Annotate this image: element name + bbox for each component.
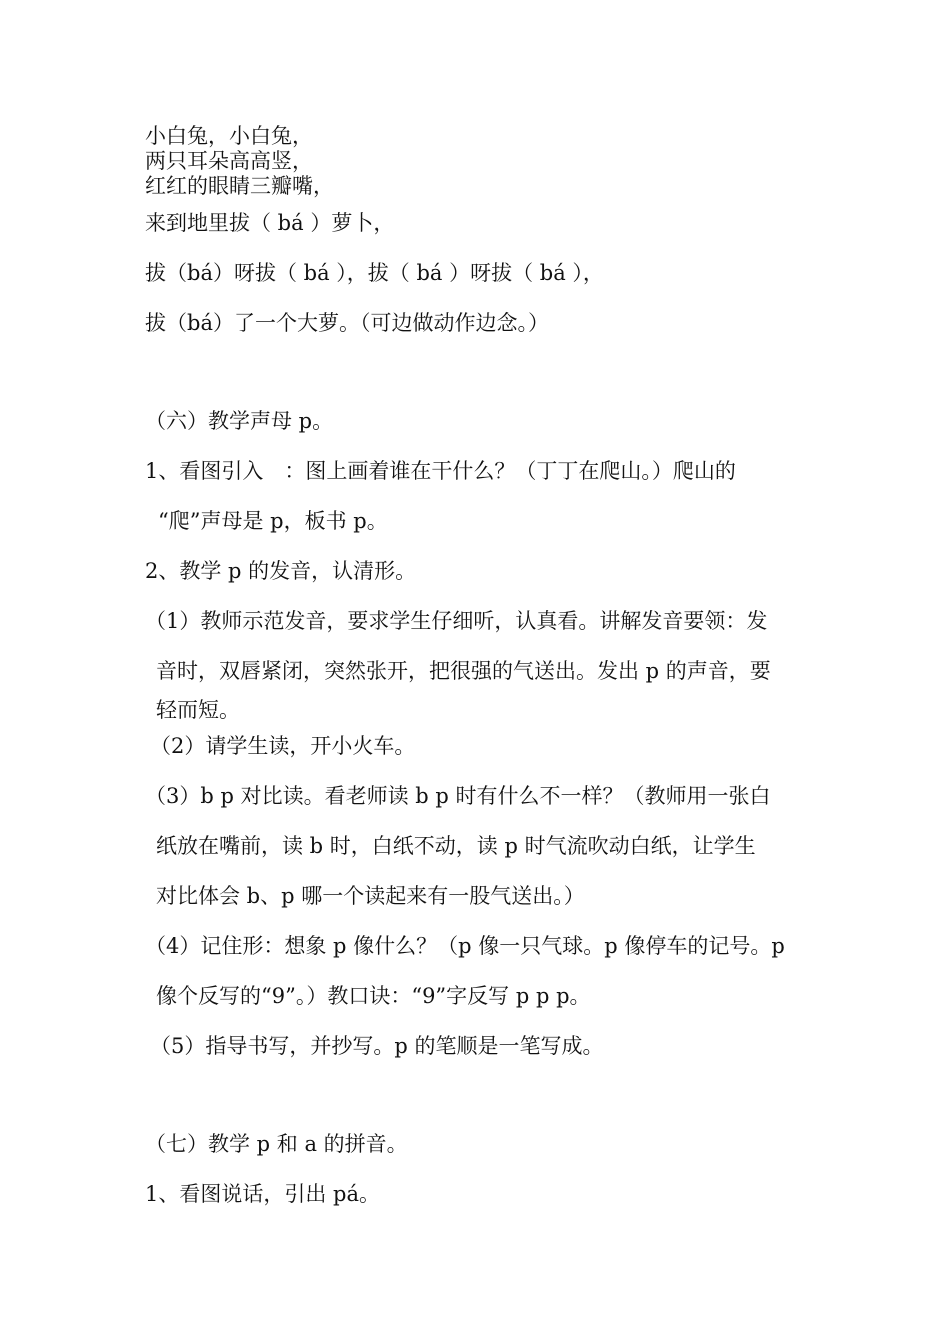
poem-line-3: 红红的眼睛三瓣嘴， — [145, 174, 334, 198]
s6-sub1-line-1: （1）教师示范发音，要求学生仔细听，认真看。讲解发音要领：发 — [145, 609, 768, 633]
s6-item1-line-2: “爬”声母是 p，板书 p。 — [158, 509, 388, 533]
s6-sub4-line-2: 像个反写的“9”。）教口诀：“9”字反写 p p p。 — [156, 984, 591, 1008]
s7-item1: 1、看图说话，引出 pá。 — [145, 1182, 380, 1206]
s6-sub1-line-2: 音时，双唇紧闭，突然张开，把很强的气送出。发出 p 的声音，要 — [156, 659, 771, 683]
poem-line-2: 两只耳朵高高竖， — [145, 149, 313, 173]
section-6-heading: （六）教学声母 p。 — [145, 409, 334, 433]
s6-sub5: （5）指导书写，并抄写。p 的笔顺是一笔写成。 — [150, 1034, 604, 1058]
section-7-heading: （七）教学 p 和 a 的拼音。 — [145, 1132, 408, 1156]
s6-item2: 2、教学 p 的发音，认清形。 — [145, 559, 417, 583]
s6-sub3-line-3: 对比体会 b、p 哪一个读起来有一股气送出。） — [156, 884, 585, 908]
s6-item1-line-1: 1、看图引入 ：图上画着谁在干什么？（丁丁在爬山。）爬山的 — [145, 459, 736, 483]
poem-line-1: 小白兔，小白兔， — [145, 124, 313, 148]
poem-line-5: 拔（bá）呀拔（ bá ），拔（ bá ）呀拔（ bá ）， — [145, 261, 604, 285]
s6-sub2: （2）请学生读，开小火车。 — [150, 734, 416, 758]
s6-sub3-line-1: （3）b p 对比读。看老师读 b p 时有什么不一样？（教师用一张白 — [145, 784, 771, 808]
s6-sub1-line-3: 轻而短。 — [156, 698, 240, 722]
poem-line-4: 来到地里拔（ bá ）萝卜， — [145, 211, 395, 235]
poem-line-6: 拔（bá）了一个大萝。（可边做动作边念。） — [145, 311, 549, 335]
s6-sub3-line-2: 纸放在嘴前，读 b 时，白纸不动，读 p 时气流吹动白纸，让学生 — [156, 834, 756, 858]
s6-sub4-line-1: （4）记住形：想象 p 像什么？（p 像一只气球。p 像停车的记号。p — [145, 934, 785, 958]
